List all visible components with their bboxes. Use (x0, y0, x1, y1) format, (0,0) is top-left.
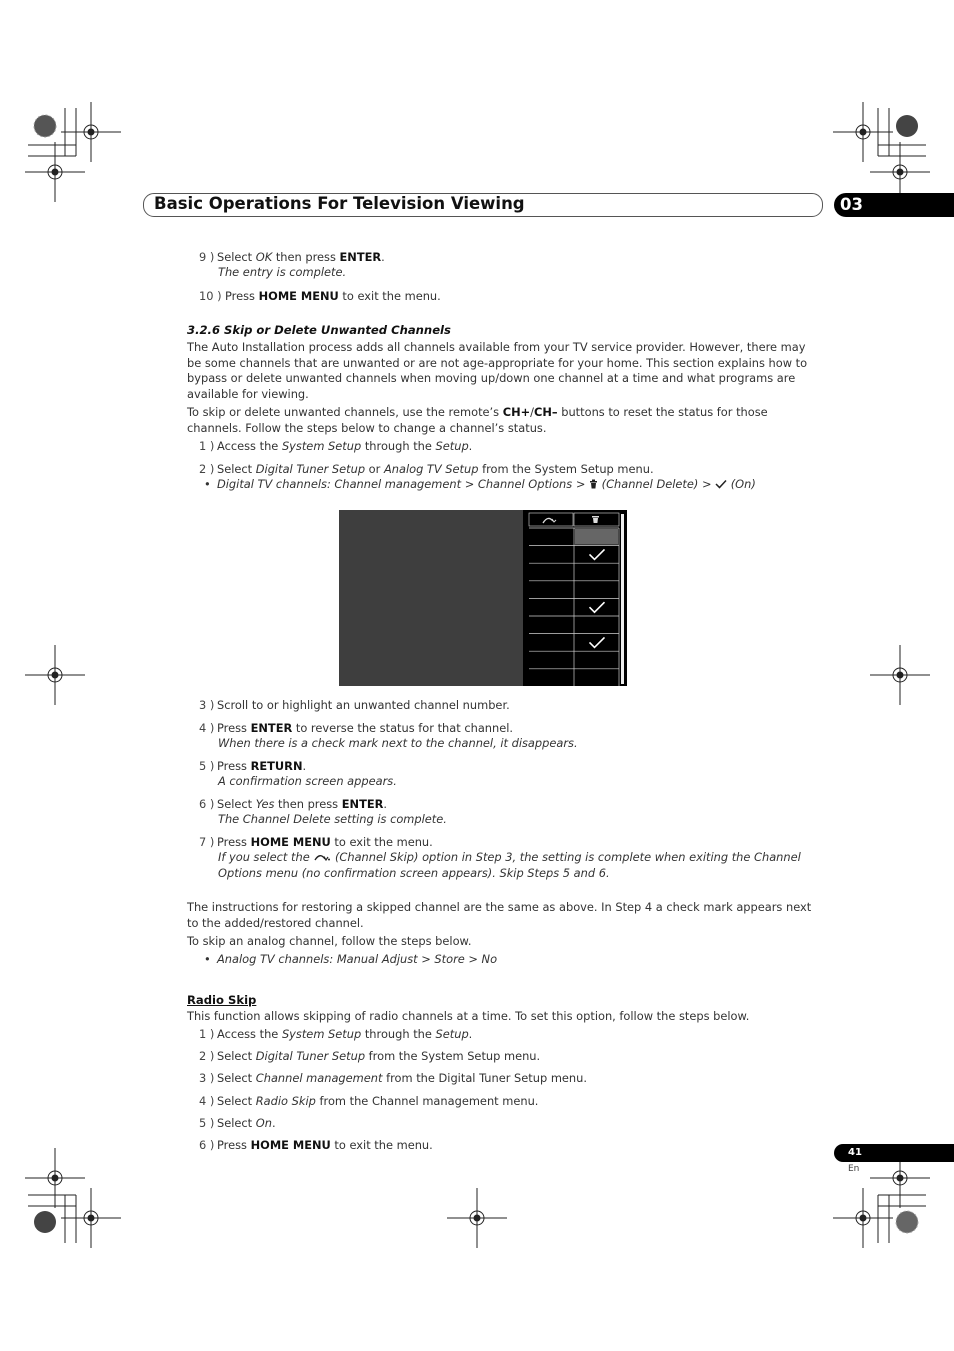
radio-step-4: 4 ) Select Radio Skip from the Channel management menu. (199, 1094, 539, 1108)
section-instructions: To skip or delete unwanted channels, use the remote’s CH+/CH– buttons to reset the status for those channels. Follow the steps below to change a channel’s status. (187, 405, 768, 435)
step-2: 2 ) Select Digital Tuner Setup or Analog TV Setup from the System Setup menu. (199, 462, 654, 476)
step-7-note-1: If you select the (Channel Skip) option in Step 3, the setting is complete when exiting the Channel (218, 850, 801, 864)
step-1: 1 ) Access the System Setup through the Setup. (199, 439, 473, 453)
step-5-note: A confirmation screen appears. (218, 774, 397, 788)
trash-icon (589, 478, 598, 487)
radio-skip-heading: Radio Skip (187, 993, 257, 1007)
step-7: 7 ) Press HOME MENU to exit the menu. (199, 835, 433, 849)
section-intro: The Auto Installation process adds all channels available from your TV service provider. However, there may be some channels that are unwanted or are not age-appropriate for your home. This section explains how to bypass or delete unwanted channels when moving up/down one channel at a time and what programs are available for viewing. (187, 340, 808, 401)
step-7-note-2: Options menu (no confirmation screen appears). Skip Steps 5 and 6. (218, 866, 610, 880)
page-number: 41 (848, 1147, 862, 1158)
radio-step-2: 2 ) Select Digital Tuner Setup from the System Setup menu. (199, 1049, 541, 1063)
page-language: En (848, 1164, 860, 1174)
step-10: 10 ) Press HOME MENU to exit the menu. (199, 289, 441, 303)
highlight-cell (575, 529, 618, 545)
radio-step-6: 6 ) Press HOME MENU to exit the menu. (199, 1138, 433, 1152)
analog-intro: To skip an analog channel, follow the steps below. (187, 934, 472, 948)
chapter-number: 03 (840, 195, 863, 214)
radio-step-1: 1 ) Access the System Setup through the Setup. (199, 1027, 473, 1041)
step-6-note: The Channel Delete setting is complete. (218, 812, 447, 826)
section-heading: 3.2.6 Skip or Delete Unwanted Channels (187, 323, 451, 337)
trash-icon-body (593, 518, 598, 523)
scrollbar (621, 514, 624, 684)
step-5: 5 ) Press RETURN. (199, 759, 307, 773)
step-3: 3 ) Scroll to or highlight an unwanted channel number. (199, 698, 510, 712)
page-title: Basic Operations For Television Viewing (154, 194, 525, 213)
bullet-digital: • Digital TV channels: Channel management > Channel Options > (Channel Delete) > (On) (204, 477, 756, 491)
skip-icon (313, 850, 331, 858)
radio-skip-intro: This function allows skipping of radio channels at a time. To set this option, follow the steps below. (187, 1009, 750, 1023)
trash-icon-lid (592, 516, 599, 518)
bullet-analog: • Analog TV channels: Manual Adjust > Store > No (204, 952, 498, 966)
check-icon (715, 478, 727, 488)
step-9: 9 ) Select OK then press ENTER. (199, 250, 385, 264)
restore-paragraph: The instructions for restoring a skipped channel are the same as above. In Step 4 a check mark appears next to the added/restored channel. (187, 900, 812, 930)
radio-step-3: 3 ) Select Channel management from the Digital Tuner Setup menu. (199, 1071, 587, 1085)
channel-options-grid (339, 510, 627, 686)
step-4: 4 ) Press ENTER to reverse the status for that channel. (199, 721, 514, 735)
step-9-note: The entry is complete. (218, 265, 347, 279)
step-4-note: When there is a check mark next to the channel, it disappears. (218, 736, 578, 750)
radio-step-5: 5 ) Select On. (199, 1116, 276, 1130)
step-6: 6 ) Select Yes then press ENTER. (199, 797, 388, 811)
